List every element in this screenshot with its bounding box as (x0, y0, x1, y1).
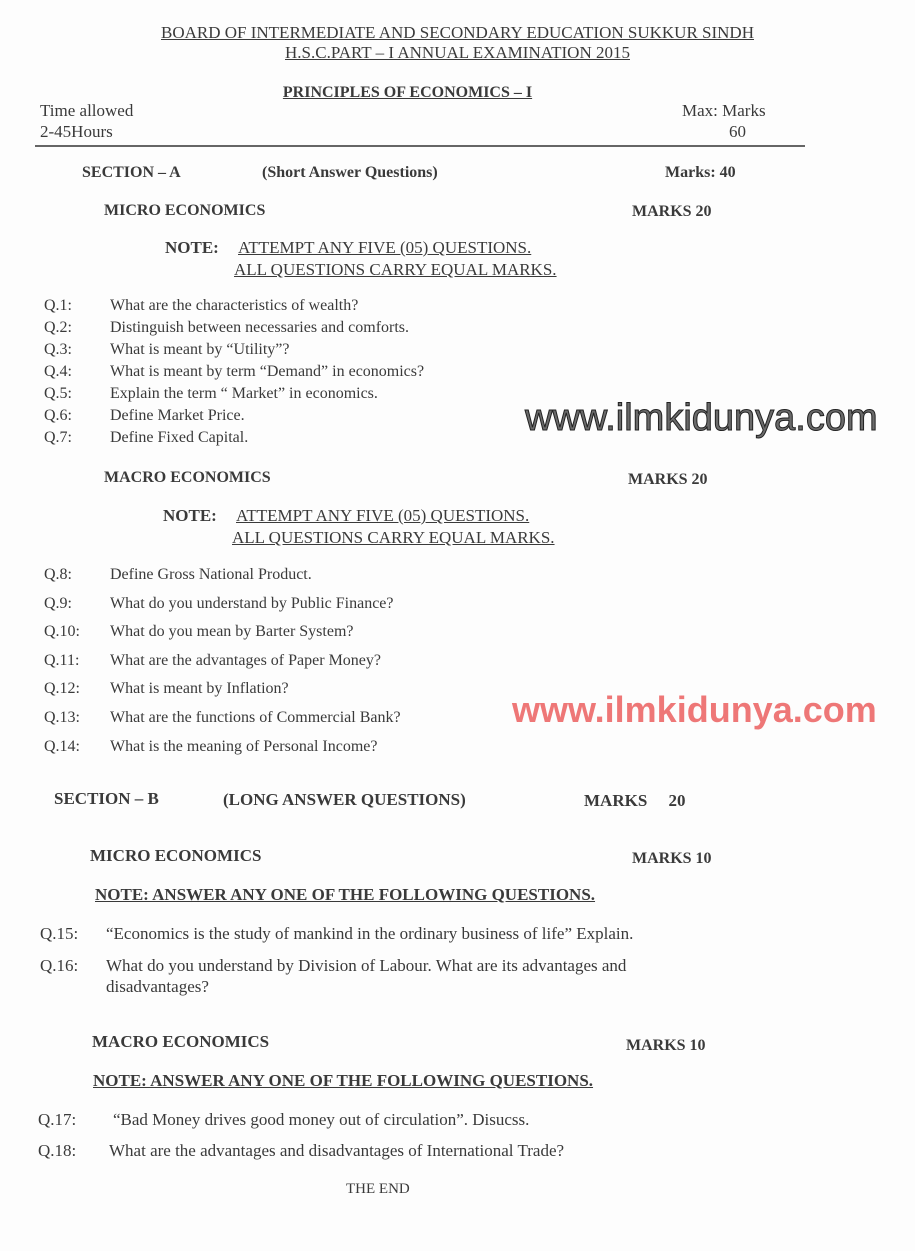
note-line-2: ALL QUESTIONS CARRY EQUAL MARKS. (234, 260, 557, 279)
question-text: What is meant by Inflation? (110, 680, 289, 697)
question-number: Q.15: (40, 924, 79, 943)
watermark-outline: www.ilmkidunya.com (525, 397, 878, 439)
question-number: Q.10: (44, 623, 80, 640)
macro-long-note: NOTE: ANSWER ANY ONE OF THE FOLLOWING QUESTIONS. (93, 1071, 594, 1090)
question-number: Q.9: (44, 595, 72, 612)
question-number: Q.7: (44, 429, 72, 446)
question-text: What do you mean by Barter System? (110, 623, 354, 640)
section-a-marks: Marks: 40 (665, 164, 736, 181)
micro-title: MICRO ECONOMICS (104, 202, 266, 219)
question-number: Q.11: (44, 652, 80, 669)
watermark-red: www.ilmkidunya.com (512, 689, 877, 730)
question-number: Q.18: (38, 1141, 77, 1160)
section-a-title: SECTION – A (82, 164, 181, 181)
macro-title: MACRO ECONOMICS (104, 469, 271, 486)
divider (35, 145, 805, 147)
section-b-title: SECTION – B (54, 789, 159, 808)
the-end: THE END (346, 1181, 410, 1197)
question-text: What are the advantages of Paper Money? (110, 652, 381, 669)
question-number: Q.1: (44, 297, 72, 314)
question-text: What do you understand by Public Finance? (110, 595, 394, 612)
note-label: NOTE: (165, 238, 219, 257)
question-text: Define Market Price. (110, 407, 245, 424)
question-text: What is meant by term “Demand” in economics? (110, 363, 425, 380)
question-text: What are the characteristics of wealth? (110, 297, 359, 314)
exam-title: H.S.C.PART – I ANNUAL EXAMINATION 2015 (285, 43, 630, 62)
question-text: What do you understand by Division of Labour. What are its advantages and (106, 956, 627, 975)
question-text: Define Fixed Capital. (110, 429, 249, 446)
question-number: Q.17: (38, 1110, 77, 1129)
question-number: Q.8: (44, 566, 72, 583)
time-value: 2-45Hours (40, 122, 113, 141)
micro-marks: MARKS 20 (632, 203, 712, 220)
micro-long-note: NOTE: ANSWER ANY ONE OF THE FOLLOWING QUESTIONS. (95, 885, 596, 904)
note-line-1: ATTEMPT ANY FIVE (05) QUESTIONS. (238, 238, 532, 257)
question-number: Q.16: (40, 956, 79, 975)
macro-long-title: MACRO ECONOMICS (92, 1032, 270, 1051)
note-line-2: ALL QUESTIONS CARRY EQUAL MARKS. (232, 528, 555, 547)
question-number: Q.2: (44, 319, 72, 336)
question-text: What is meant by “Utility”? (110, 341, 290, 358)
question-number: Q.5: (44, 385, 72, 402)
question-number: Q.14: (44, 738, 80, 755)
question-number: Q.6: (44, 407, 72, 424)
micro-long-title: MICRO ECONOMICS (90, 846, 262, 865)
question-text: disadvantages? (106, 977, 209, 996)
question-number: Q.4: (44, 363, 72, 380)
board-title: BOARD OF INTERMEDIATE AND SECONDARY EDUCATION SUKKUR SINDH (161, 23, 754, 42)
macro-long-marks: MARKS 10 (626, 1037, 706, 1054)
max-marks-label: Max: Marks (682, 101, 766, 120)
question-text: What are the advantages and disadvantages of International Trade? (109, 1141, 565, 1160)
macro-marks: MARKS 20 (628, 471, 708, 488)
question-text: “Bad Money drives good money out of circulation”. Disucss. (113, 1110, 530, 1129)
note-line-1: ATTEMPT ANY FIVE (05) QUESTIONS. (236, 506, 530, 525)
section-a-subtitle: (Short Answer Questions) (262, 164, 438, 181)
question-text: Distinguish between necessaries and comforts. (110, 319, 410, 336)
micro-long-marks: MARKS 10 (632, 850, 712, 867)
section-b-subtitle: (LONG ANSWER QUESTIONS) (223, 790, 466, 809)
question-text: Define Gross National Product. (110, 566, 312, 583)
question-text: Explain the term “ Market” in economics. (110, 385, 378, 402)
time-label: Time allowed (40, 101, 134, 120)
question-text: What is the meaning of Personal Income? (110, 738, 378, 755)
subject-title: PRINCIPLES OF ECONOMICS – I (282, 84, 533, 101)
section-b-marks: MARKS 20 (584, 791, 686, 810)
question-text: What are the functions of Commercial Bank? (110, 709, 401, 726)
question-number: Q.12: (44, 680, 80, 697)
max-marks-value: 60 (729, 122, 746, 141)
question-number: Q.13: (44, 709, 80, 726)
note-label: NOTE: (163, 506, 217, 525)
question-text: “Economics is the study of mankind in the ordinary business of life” Explain. (106, 924, 634, 943)
question-number: Q.3: (44, 341, 72, 358)
